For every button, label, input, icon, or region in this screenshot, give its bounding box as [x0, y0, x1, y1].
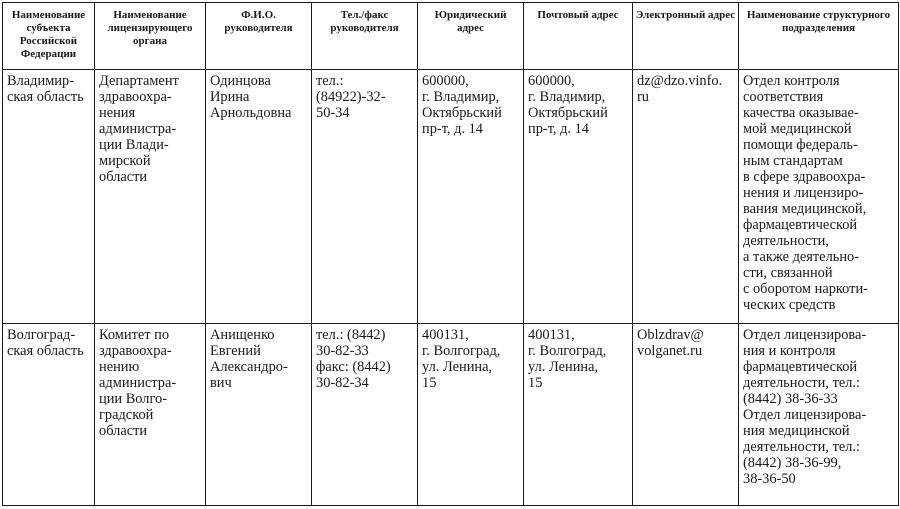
header-head-name: Ф.И.О. руководителя: [206, 3, 312, 70]
cell-head-name: Одинцова Ирина Арнольдовна: [206, 70, 312, 324]
table-row: [3, 324, 899, 506]
header-postal-address: Почтовый адрес: [524, 3, 633, 70]
cell-legal-address: 600000, г. Владимир, Октябрьский пр-т, д. 14: [418, 70, 524, 324]
cell-email: Oblzdrav@ volganet.ru: [633, 324, 739, 506]
cell-postal-address: 600000, г. Владимир, Октябрьский пр-т, д. 14: [524, 70, 633, 324]
header-legal-address: Юридический адрес: [418, 3, 524, 70]
cell-region: Волгоград- ская область: [3, 324, 95, 506]
cell-authority: Департамент здравоохра- нения администра- ции Влади- мирской области: [95, 70, 206, 324]
table-row: [3, 70, 899, 324]
cell-department: Отдел контроля соответствия качества оказывае- мой медицинской помощи федераль- ным стандартам в сфере здравоохра- нения и лицензиро- вания медицинской, фармацевтической деятельности, а также деятельно- сти, связанной с оборотом наркоти- ческих средств: [739, 70, 899, 324]
cell-department: Отдел лицензирова- ния и контроля фармацевтической деятельности, тел.: (8442) 38-36-33 Отдел лицензирова- ния медицинской деятельности, тел.: (8442) 38-36-99, 38-36-50: [739, 324, 899, 506]
cell-region: Владимир- ская область: [3, 70, 95, 324]
cell-postal-address: 400131, г. Волгоград, ул. Ленина, 15: [524, 324, 633, 506]
table-header-row: [3, 3, 899, 70]
cell-phone: тел.: (8442) 30-82-33 факс: (8442) 30-82-34: [312, 324, 418, 506]
licensing-authorities-table: [2, 2, 899, 506]
cell-head-name: Анищенко Евгений Александро- вич: [206, 324, 312, 506]
header-phone: Тел./факс руководителя: [312, 3, 418, 70]
cell-phone: тел.: (84922)-32- 50-34: [312, 70, 418, 324]
cell-email: dz@dzo.vinfo. ru: [633, 70, 739, 324]
cell-authority: Комитет по здравоохра- нению администра- ции Волго- градской области: [95, 324, 206, 506]
header-email: Электронный адрес: [633, 3, 739, 70]
cell-legal-address: 400131, г. Волгоград, ул. Ленина, 15: [418, 324, 524, 506]
header-department: Наименование структурного подразделения: [739, 3, 899, 70]
header-region: Наименование субъекта Российской Федерации: [3, 3, 95, 70]
header-authority: Наименование лицензирующего органа: [95, 3, 206, 70]
